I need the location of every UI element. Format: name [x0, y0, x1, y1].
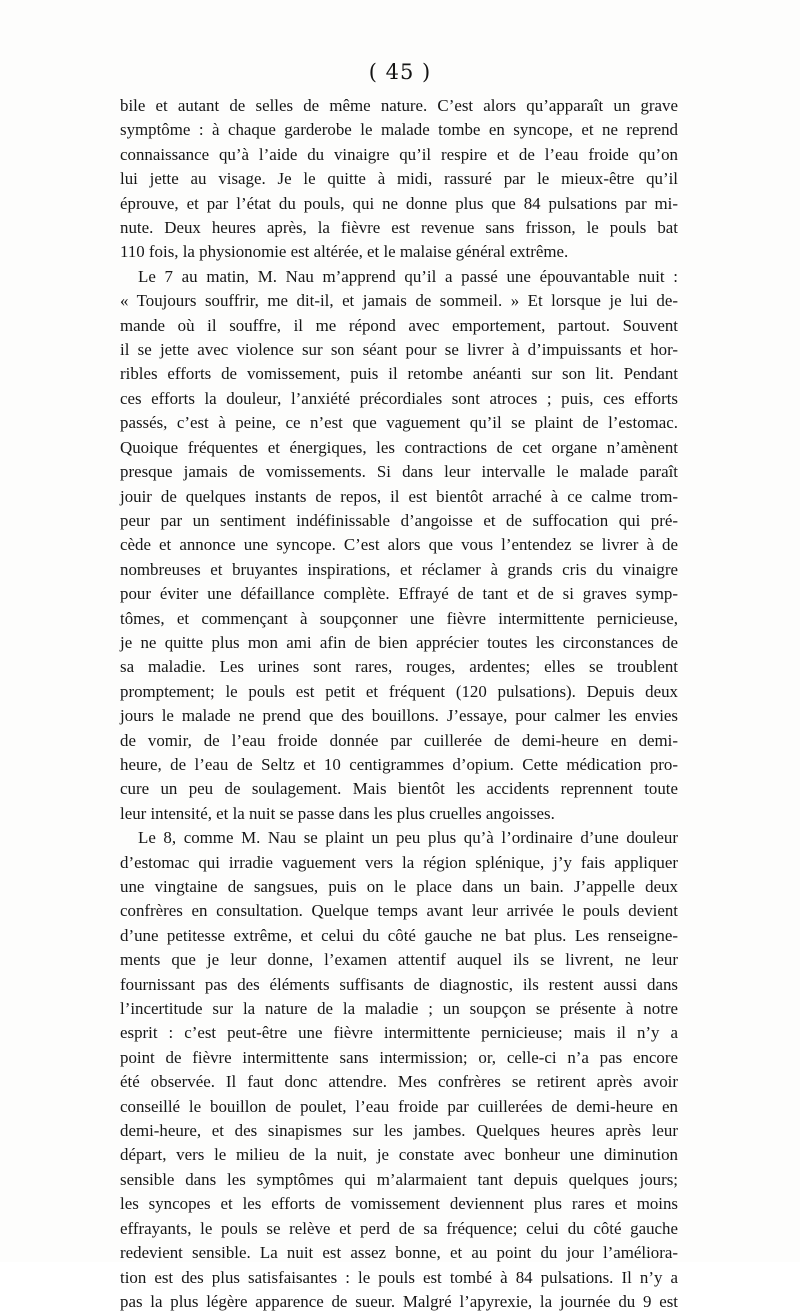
- text-line: ments que je leur donne, l’examen attentif auquel ils se livrent, ne leur: [120, 950, 678, 970]
- text-line: redevient sensible. La nuit est assez bonne, et au point du jour l’améliora-: [120, 1243, 678, 1263]
- text-line: je ne quitte plus mon ami afin de bien apprécier toutes les circonstances de: [120, 632, 678, 652]
- text-line: peur par un sentiment indéfinissable d’angoisse et de suffocation qui pré-: [120, 510, 678, 530]
- text-line: d’une petitesse extrême, et celui du côté gauche ne bat plus. Les renseigne-: [120, 925, 678, 945]
- text-line: demi-heure, et des sinapismes sur les jambes. Quelques heures après leur: [120, 1121, 678, 1141]
- text-line: de vomir, de l’eau froide donnée par cuillerée de demi-heure en demi-: [120, 730, 678, 750]
- text-line: tion est des plus satisfaisantes : le pouls est tombé à 84 pulsations. Il n’y a: [120, 1267, 678, 1287]
- text-line: ribles efforts de vomissement, puis il retombe anéanti sur son lit. Pendant: [120, 364, 678, 384]
- text-line: bile et autant de selles de même nature. C’est alors qu’apparaît un grave: [120, 96, 678, 115]
- text-line: ces efforts la douleur, l’anxiété précordiales sont atroces ; puis, ces efforts: [120, 388, 678, 408]
- text-line: presque jamais de vomissements. Si dans leur intervalle le malade paraît: [120, 462, 678, 482]
- text-line: 110 fois, la physionomie est altérée, et le malaise général extrême.: [120, 242, 569, 262]
- text-line: les syncopes et les efforts de vomissement deviennent plus rares et moins: [120, 1194, 678, 1214]
- text-line: heure, de l’eau de Seltz et 10 centigrammes d’opium. Cette médication pro-: [120, 754, 678, 774]
- text-line: conseillé le bouillon de poulet, l’eau froide par cuillerées de demi-heure en: [120, 1096, 678, 1116]
- text-line: nute. Deux heures après, la fièvre est revenue sans frisson, le pouls bat: [120, 218, 678, 238]
- text-line: pour éviter une défaillance complète. Effrayé de tant et de si graves symp-: [120, 584, 678, 604]
- text-line: éprouve, et par l’état du pouls, qui ne donne plus que 84 pulsations par mi-: [120, 193, 678, 213]
- text-line: pas la plus légère apparence de sueur. Malgré l’apyrexie, la journée du 9 est: [120, 1291, 678, 1311]
- text-line: il se jette avec violence sur son séant pour se livrer à d’impuissants et hor-: [120, 340, 678, 360]
- text-line: lui jette au visage. Je le quitte à midi, rassuré par le mieux-être qu’il: [120, 169, 678, 189]
- text-line: tômes, et commençant à soupçonner une fièvre intermittente pernicieuse,: [120, 608, 678, 628]
- text-line: sensible dans les symptômes qui m’alarmaient tant depuis quelques jours;: [120, 1169, 678, 1189]
- text-line: effrayants, le pouls se relève et perd de sa fréquence; celui du côté gauche: [120, 1218, 678, 1238]
- text-line: Quoique fréquentes et énergiques, les contractions de cet organe n’amènent: [120, 437, 678, 457]
- text-line: jours le malade ne prend que des bouillons. J’essaye, pour calmer les envies: [120, 706, 678, 726]
- body-text: [120, 94, 678, 1314]
- text-line: cure un peu de soulagement. Mais bientôt les accidents reprennent toute: [120, 779, 678, 799]
- text-line: sa maladie. Les urines sont rares, rouges, ardentes; elles se troublent: [120, 657, 678, 677]
- text-line: confrères en consultation. Quelque temps avant leur arrivée le pouls devient: [120, 901, 678, 921]
- text-line: été observée. Il faut donc attendre. Mes confrères se retirent après avoir: [120, 1072, 678, 1092]
- text-line: point de fièvre intermittente sans intermission; or, celle-ci n’a pas encore: [120, 1047, 678, 1067]
- text-line: « Toujours souffrir, me dit-il, et jamais de sommeil. » Et lorsque je lui de-: [120, 291, 678, 311]
- text-line: leur intensité, et la nuit se passe dans les plus cruelles angoisses.: [120, 803, 555, 823]
- page-number: ( 45 ): [368, 60, 432, 84]
- text-line: une vingtaine de sangsues, puis on le place dans un bain. J’appelle deux: [120, 877, 678, 896]
- text-line: fournissant pas des éléments suffisants de diagnostic, ils restent aussi dans: [120, 974, 678, 994]
- text-line: symptôme : à chaque garderobe le malade tombe en syncope, et ne reprend: [120, 120, 678, 140]
- text-line: Le 8, comme M. Nau se plaint un peu plus qu’à l’ordinaire d’une douleur: [138, 828, 678, 848]
- text-line: d’estomac qui irradie vaguement vers la région splénique, j’y fais appliquer: [120, 852, 678, 872]
- text-line: promptement; le pouls est petit et fréquent (120 pulsations). Depuis deux: [120, 681, 678, 701]
- text-line: mande où il souffre, il me répond avec emportement, partout. Souvent: [120, 315, 678, 335]
- text-line: l’incertitude sur la nature de la maladie ; un soupçon se présente à notre: [120, 999, 678, 1019]
- text-line: nombreuses et bruyantes inspirations, et réclamer à grands cris du vinaigre: [120, 559, 678, 579]
- text-line: passés, c’est à peine, ce n’est que vaguement qu’il se plaint de l’estomac.: [120, 413, 678, 433]
- text-line: cède et annonce une syncope. C’est alors que vous l’entendez se livrer à de: [120, 535, 678, 555]
- text-line: esprit : c’est peut-être une fièvre intermittente pernicieuse; mais il n’y a: [120, 1023, 678, 1043]
- text-line: Le 7 au matin, M. Nau m’apprend qu’il a passé une épouvantable nuit :: [138, 266, 678, 286]
- text-line: départ, vers le milieu de la nuit, je constate avec bonheur une diminution: [120, 1145, 678, 1165]
- text-line: connaissance qu’à l’aide du vinaigre qu’il respire et de l’eau froide qu’on: [120, 144, 678, 164]
- text-line: jouir de quelques instants de repos, il est bientôt arraché à ce calme trom-: [120, 486, 678, 506]
